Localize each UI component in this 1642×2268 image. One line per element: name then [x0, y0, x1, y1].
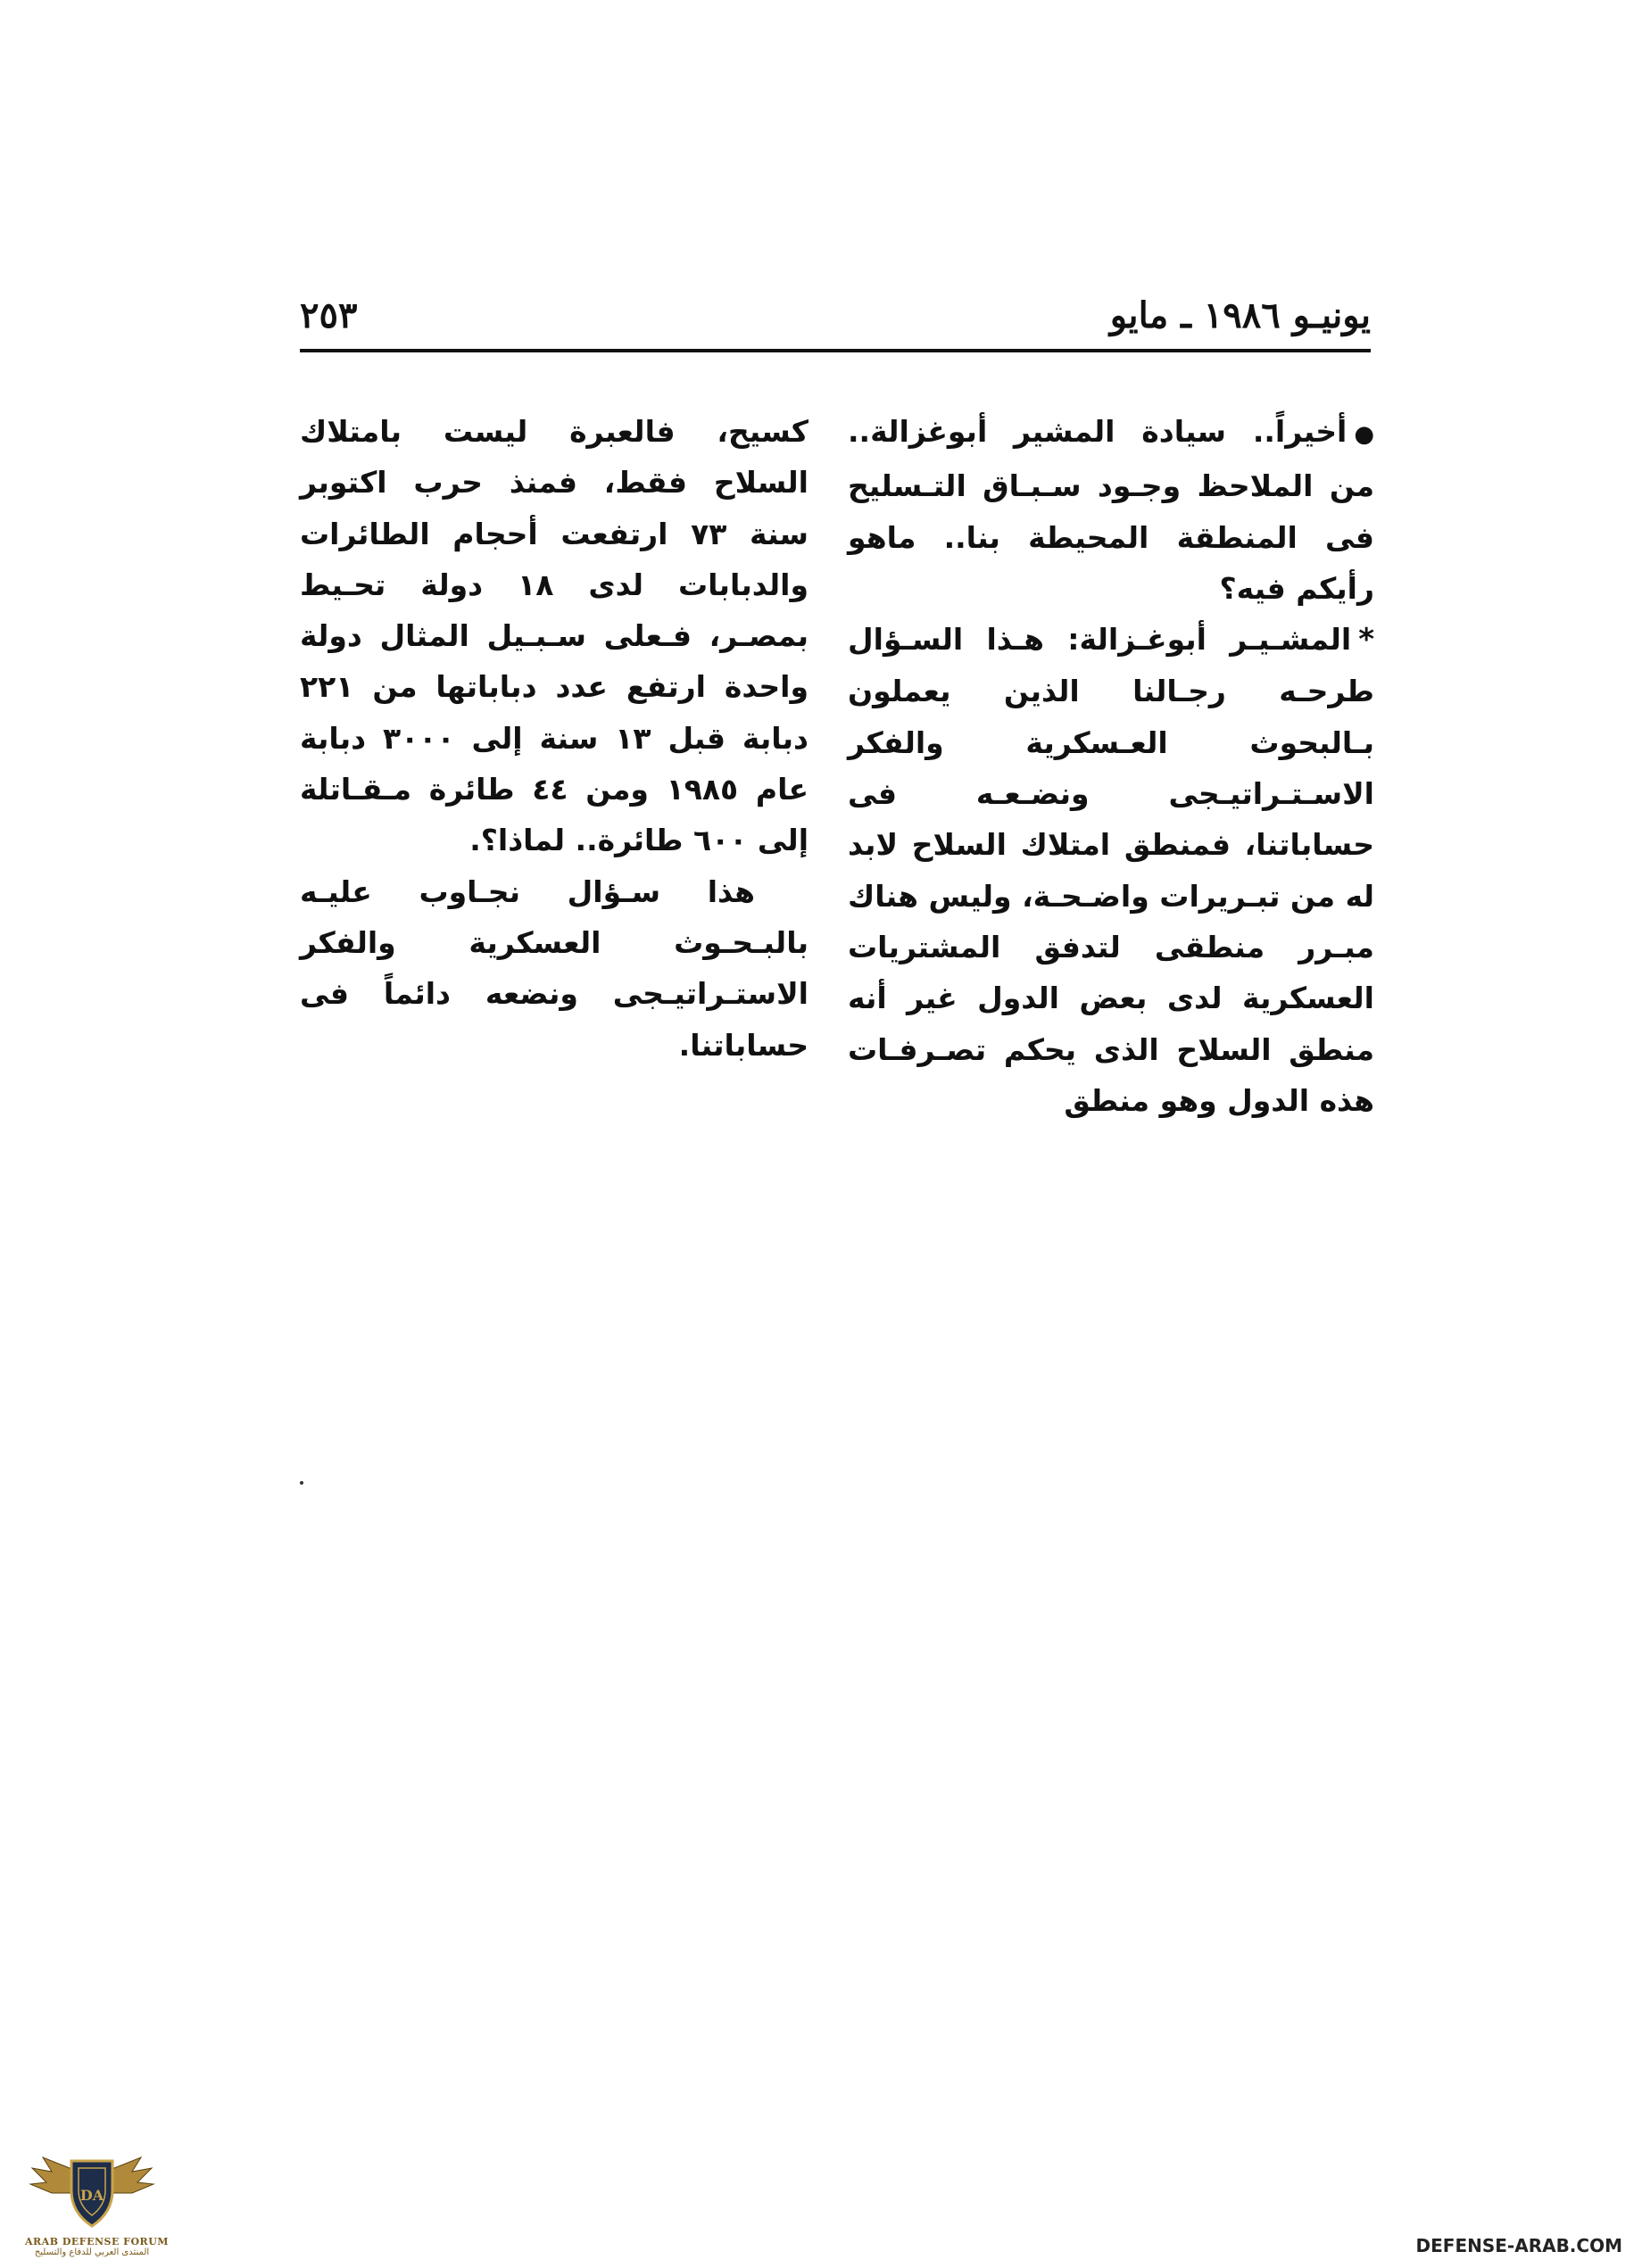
continuation-paragraph: كسيح، فالعبرة ليست بامتلاك السلاح فقط، فمنذ حرب اكتوبر سنة ٧٣ ارتفعت أحجام الطائرات والدبابات لدى ١٨ دولة تحـيط بمصـر، فـعلى سـبـيل المثال دولة واحدة ارتفع عدد دباباتها من ٢٢١ دبابة قبل ١٣ سنة إلى ٣٠٠٠ دبابة عام ١٩٨٥ ومن ٤٤ طائرة مـقـاتلة إلى ٦٠٠ طائرة.. لماذا؟.: [300, 414, 809, 858]
left-column: [300, 406, 809, 1071]
answer-paragraph: [848, 614, 1374, 1126]
stray-ink-dot: [300, 1481, 303, 1485]
logo-name: ARAB DEFENSE FORUM: [25, 2236, 169, 2247]
page-number: ٢٥٣: [300, 294, 358, 336]
logo-subtitle: المنتدى العربي للدفاع والتسليح: [34, 2247, 150, 2257]
eagle-emblem-icon: [25, 2141, 159, 2239]
forum-logo: [25, 2141, 169, 2262]
header-date-line: يونيـو ١٩٨٦ ـ مايو: [1109, 294, 1371, 336]
page-header: [300, 294, 1371, 348]
emblem-letters: DA: [79, 2187, 104, 2204]
question-text: أخيراً.. سيادة المشير أبوغزالة.. من الملاحظ وجـود سـبـاق التـسليح فى المنطقة المحيطة بنا.. ماهو رأيكم فيه؟: [848, 414, 1374, 606]
site-watermark: DEFENSE-ARAB.COM: [1415, 2235, 1622, 2256]
bullet-icon: ●: [1354, 421, 1374, 448]
question-paragraph: [848, 406, 1374, 614]
closing-paragraph: هذا سـؤال نجـاوب عليـه بالبـحـوث العسكرية والفكر الاستـراتيـجى ونضعه دائماً فى حساباتنا.: [300, 873, 809, 1063]
header-rule: [300, 349, 1371, 352]
right-column: [848, 406, 1374, 1126]
answer-text: المشـيـر أبوغـزالة: هـذا السـؤال طرحـه رجـالنا الذين يعملون بـالبحوث العـسكرية والفكر الاسـتـراتيـجى ونضـعـه فى حساباتنا، فمنطق امتلاك السلاح لابد له من تبـريرات واضـحـة، وليس هناك مبـرر منطقى لتدفق المشتريات العسكرية لدى بعض الدول غير أنه منطق السلاح الذى يحكم تصـرفـات هذه الدول وهو منطق: [848, 622, 1374, 1118]
asterisk-icon: *: [1358, 622, 1374, 658]
